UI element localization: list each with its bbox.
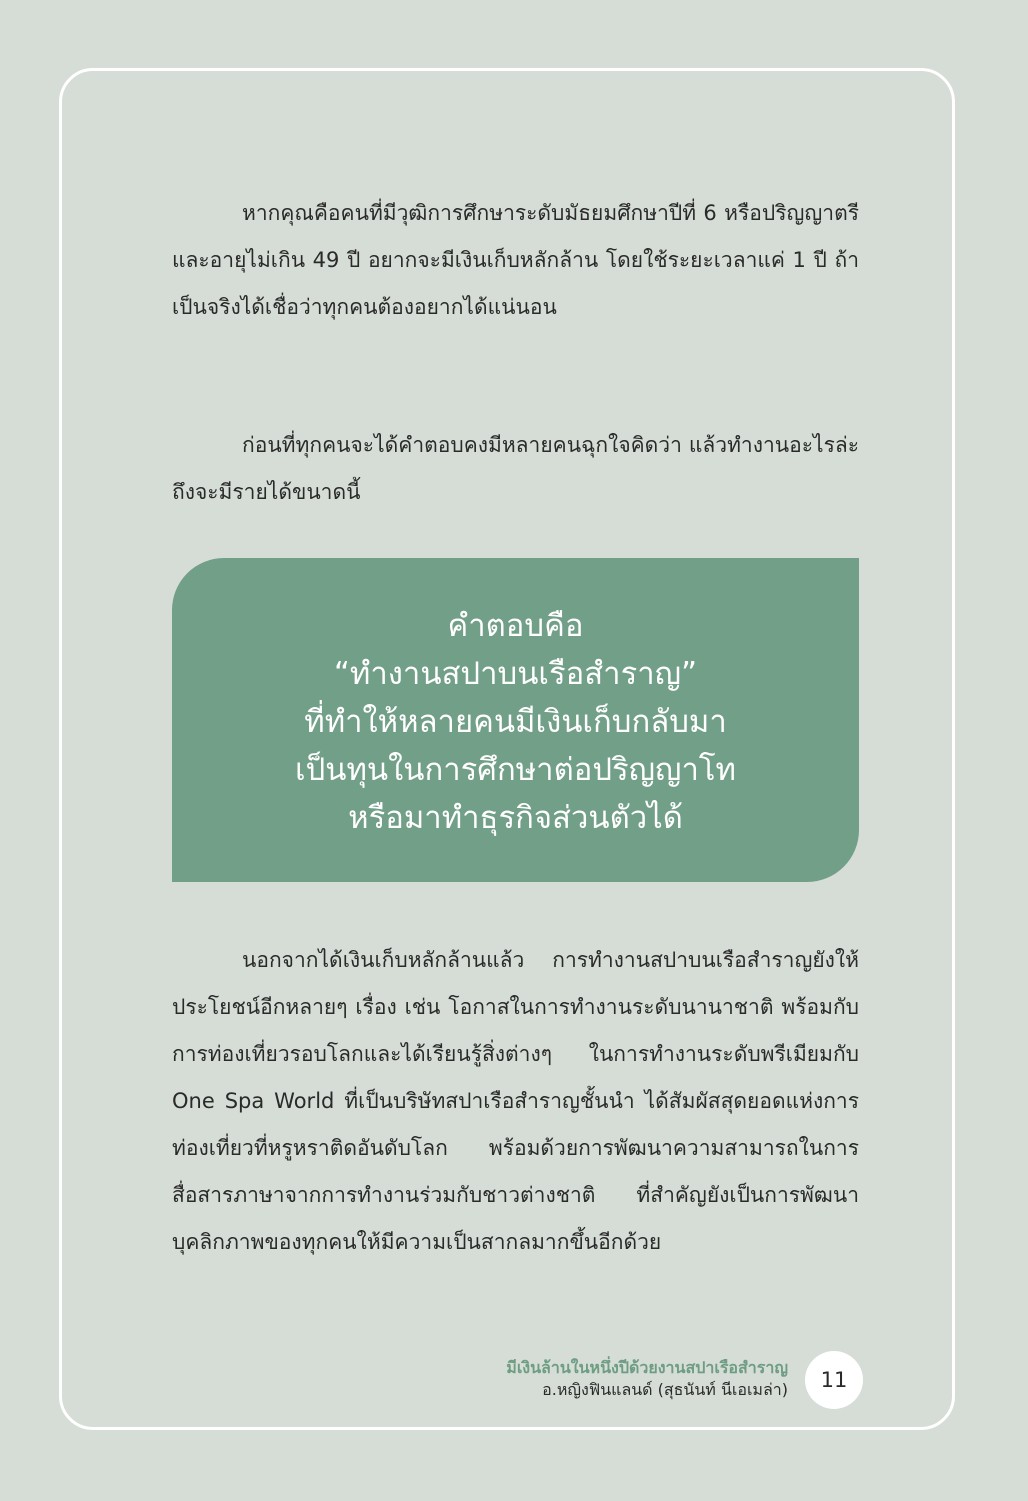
page-number-badge: 11 — [805, 1351, 863, 1409]
answer-line-2: “ทำงานสปาบนเรือสำราญ” — [333, 656, 698, 692]
body-paragraph-3: นอกจากได้เงินเก็บหลักล้านแล้ว การทำงานสปาบนเรือสำราญยังให้ประโยชน์อีกหลายๆ เรื่อง เช่น โอกาสในการทำงานระดับนานาชาติ พร้อมกับการท่องเที่ยวรอบโลกและได้เรียนรู้สิ่งต่างๆ ในการทำงานระดับพรีเมียมกับ One Spa World ที่เป็นบริษัทสปาเรือสำราญชั้นนำ ได้สัมผัสสุดยอดแห่งการท่องเที่ยวที่หรูหราติดอันดับโลก พร้อมด้วยการพัฒนาความสามารถในการสื่อสารภาษาจากการทำงานร่วมกับชาวต่างชาติ ที่สำคัญยังเป็นการพัฒนาบุคลิกภาพของทุกคนให้มีความเป็นสากลมากขึ้นอีกด้วย — [172, 948, 859, 1254]
page-footer — [506, 1357, 788, 1401]
footer-book-title: มีเงินล้านในหนึ่งปีด้วยงานสปาเรือสำราญ — [506, 1358, 788, 1377]
answer-line-4: เป็นทุนในการศึกษาต่อปริญญาโท — [295, 752, 736, 788]
body-paragraph-2: ก่อนที่ทุกคนจะได้คำตอบคงมีหลายคนฉุกใจคิดว่า แล้วทำงานอะไรล่ะถึงจะมีรายได้ขนาดนี้ — [172, 433, 859, 504]
answer-callout-box — [172, 558, 859, 882]
answer-line-3: ที่ทำให้หลายคนมีเงินเก็บกลับมา — [304, 704, 727, 740]
answer-line-1: คำตอบคือ — [447, 608, 584, 644]
body-paragraph-1: หากคุณคือคนที่มีวุฒิการศึกษาระดับมัธยมศึกษาปีที่ 6 หรือปริญญาตรี และอายุไม่เกิน 49 ปี อยากจะมีเงินเก็บหลักล้าน โดยใช้ระยะเวลาแค่ 1 ปี ถ้าเป็นจริงได้เชื่อว่าทุกคนต้องอยากได้แน่นอน — [172, 201, 859, 319]
footer-author: อ.หญิงฟินแลนด์ (สุธนันท์ นีเอเมล่า) — [542, 1380, 788, 1399]
answer-line-5: หรือมาทำธุรกิจส่วนตัวได้ — [348, 800, 683, 836]
